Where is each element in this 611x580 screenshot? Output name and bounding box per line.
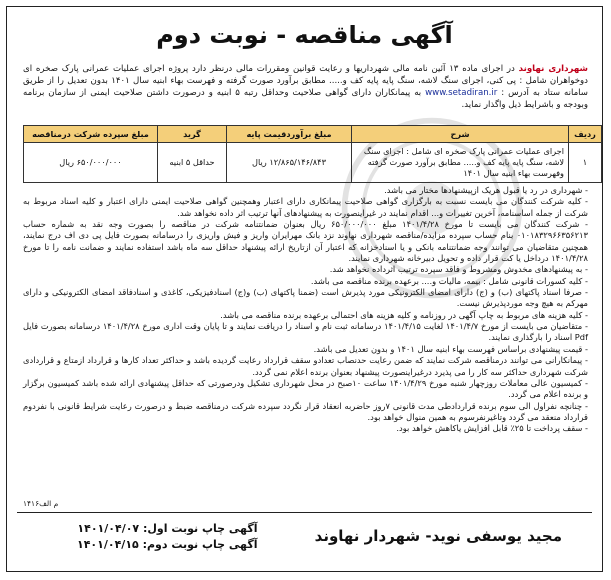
col-header-grade: گرید xyxy=(158,126,227,143)
col-header-base-price: مبلغ برآوردقیمت پایه xyxy=(227,126,352,143)
intro-text-2: به پیمانکاران دارای گواهی صلاحیت وحداقل رتبه ۵ ابنیه و درصورت داشتن صلاحیت ایمنی از سازمان برنامه وبودجه و باشرایط ذیل واگذار نماید. xyxy=(23,88,588,110)
list-item: - پیمانکارانی می توانند درمناقصه شرکت نمایند که ضمن رعایت حدنصاب تعدادو سقف قرارداد رعایت گردیده باشد و حداکثر تعداد کارها و قرارداد ازمتاع و قراردادی شرکت شهرداری حداکثر سه کار را می پذیرد درغیراینصورت پیشنهاد بعنوان برنده اعلام نمی گردد. xyxy=(23,355,588,377)
publication-dates xyxy=(77,521,257,553)
organization-name: شهرداری نهاوند xyxy=(518,64,588,74)
cell-grade: حداقل ۵ ابنیه xyxy=(158,143,227,183)
list-item: - کلیه هزینه های مربوط به چاپ آگهی در روزنامه و کلیه هزینه های احتمالی برعهده برنده مناقصه می باشد. xyxy=(220,309,588,320)
list-item: - چنانچه نفراول الی سوم برنده قراردادطی مدت قانونی ۷روز حاضربه انعقاد قرار نگردد سپرده شرکت درمناقصه ضبط و درصورت رعایت شرایط قانونی با نفردوم قرارداد منعقد می گردد وتاغیرنفرسوم به همین منوال خواهد بود. xyxy=(23,400,589,422)
list-item: - کلیه کسورات قانونی شامل : بیمه، مالیات و.... برعهده برنده مناقصه می باشد. xyxy=(310,275,588,286)
cell-base-price: ۱۲/۸۶۵/۱۴۶/۸۴۳ ریال xyxy=(227,143,352,183)
second-publication-date: آگهی چاپ نوبت دوم: ۱۴۰۱/۰۴/۱۵ xyxy=(77,538,258,551)
cell-deposit: ۶۵۰/۰۰۰/۰۰۰ ریال xyxy=(24,143,158,183)
cell-row-number: ۱ xyxy=(569,143,602,183)
list-item: - صرفا اسناد پاکتهای (ب) و (ج) دارای امضای الکترونیکی مورد پذیرش است (ضمنا پاکتهای (ب) و(ج) اسنادفیزیکی، کاغذی و اسنادفاقد امضای الکترونیکی و دارای مهرکم به هیچ وجه موردپذیرش نیست. xyxy=(23,287,588,309)
footer-divider xyxy=(17,512,592,513)
list-item: - شرکت کنندگان می بایست تا مورخ ۱۴۰۱/۴/۲۸ مبلغ ۶۵۰/۰۰۰/۰۰۰ ریال بعنوان ضمانتنامه شرکت در مناقصه را بصورت وجه نقد به شماره حساب ۰۱۰۱۸۳۲۹۶۶۳۵۶۲۱۳ بنام حساب سپرده مزایده/مناقصه شهرداری نهاوند نزد بانک مهرایران واریز و فیش واریزی را درسامانه بصورت فایل پی دی اف درج نمایند، همچنین متقاضیان می توانند وجه ضمانتنامه بانکی و یا اسنادخزانه که اعتبار آن ازتاریخ ارائه پیشنهاد حداقل سه ماه باشد استفاده نمایند و ضمانت نامه را تا مورخ ۱۴۰۱/۴/۲۸ درداخل یا کت قرار داده و تحویل دبیرخانه شهرداری نمایند. xyxy=(23,219,588,264)
tender-table xyxy=(23,125,602,183)
website-link[interactable]: www.setadiran.ir xyxy=(425,88,498,98)
list-item: - قیمت پیشنهادی براساس فهرست بهاء ابنیه سال ۱۴۰۱ و بدون تعدیل می باشد. xyxy=(313,343,588,354)
table-header-row xyxy=(24,126,602,143)
notice-frame xyxy=(6,6,603,572)
table-row xyxy=(24,143,602,183)
list-item: - به پیشنهادهای مخدوش ومشروط و فاقد سپرده ترتیب اثرداده نخواهد شد. xyxy=(329,264,588,275)
first-publication-date: آگهی چاپ نوبت اول: ۱۴۰۱/۰۴/۰۷ xyxy=(77,522,258,535)
list-item: - کمیسیون عالی معاملات روزچهار شنبه مورخ ۱۴۰۱/۴/۲۹ ساعت ۱۰صبح در محل شهرداری تشکیل ودرصورتی که حداقل پیشنهادی ارائه شده باشد کمیسیون برگزار و برنده اعلام می گردد. xyxy=(23,377,588,400)
conditions-list xyxy=(23,185,588,435)
intro-text: در اجرای ماده ۱۳ آئین نامه مالی شهرداریها و رعایت قوانین ومقررات مالی درنظر دارد پروژه اجرای عملیات عمرانی پارک صخره ای دوخواهران شامل : پی کنی، اجرای سنگ لاشه، سنگ پایه پایه کف و..... مطابق برآورد صورت گرفته و فهرست بهاء ابنیه سال ۱۴۰۱ بدون تعدیل را از طریق سامانه ستاد به آدرس : xyxy=(23,64,589,98)
cell-description: اجرای عملیات عمرانی پارک صخره ای شامل : اجرای سنگ لاشه، سنگ پایه پایه کف و..... مطابق برآورد صورت گرفته وفهرست بهاء ابنیه سال ۱۴۰۱ xyxy=(352,143,569,183)
col-header-row-number: ردیف xyxy=(569,126,602,143)
list-item: - کلیه شرکت کنندگان می بایست نسبت به بارگزاری گواهی صلاحیت پیمانکاری دارای اعتبار وهمچنین گواهی صلاحیت ایمنی دارای اعتبار و کلیه اسناد مربوط به شرکت از جمله اساسنامه، آخرین تغییرات و... اقدام نمایند در غیراینصورت به پیشنهادهای آنها ترتیب اثر داده نخواهد شد. xyxy=(23,196,588,218)
col-header-description: شرح xyxy=(352,126,569,143)
reference-number: ۱۴۱۶م الف xyxy=(23,499,59,508)
list-item: - شهرداری در رد یا قبول هریک ازپیشنهادها مختار می باشد. xyxy=(384,185,588,195)
notice-title: آگهی مناقصه - نوبت دوم xyxy=(156,21,453,49)
col-header-deposit: مبلغ سپرده شرکت درمناقصه xyxy=(24,126,158,143)
intro-paragraph xyxy=(23,63,588,111)
list-item: - سقف پرداخت تا ۲۵٪ قابل افزایش یاکاهش خواهد بود. xyxy=(396,423,588,434)
list-item: - متقاضیان می بایست از مورخ ۱۴۰۱/۴/۷ لغایت ۱۴۰۱/۴/۱۵ درسامانه ثبت نام و اسناد را دریافت نمایند و تا پایان وقت اداری مورخ ۱۴۰۱/۴/۲۸ درسامانه بصورت فایل Pdf اسناد را بارگذاری نمایند. xyxy=(23,321,588,343)
signatory: مجید یوسفی نوید- شهردار نهاوند xyxy=(314,527,562,545)
